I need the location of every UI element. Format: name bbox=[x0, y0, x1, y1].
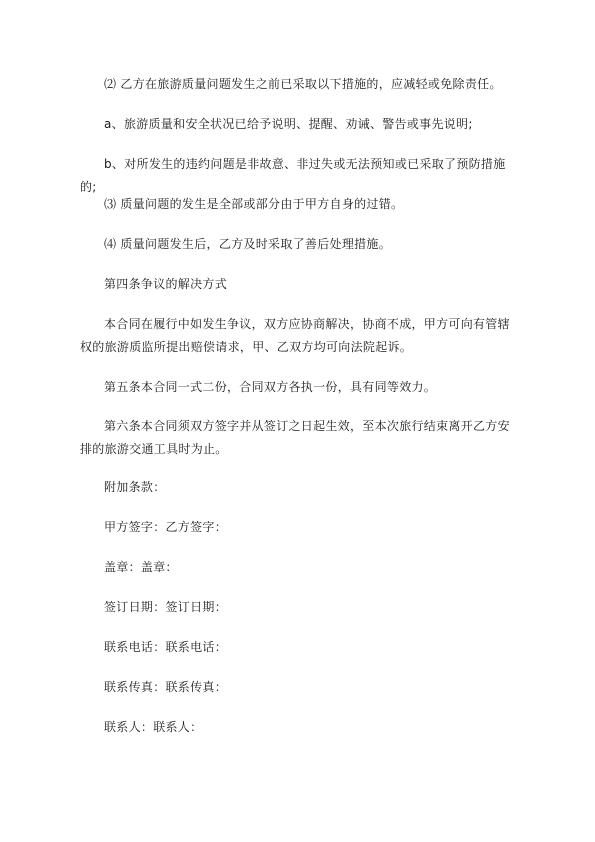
phone-line: 联系电话：联系电话： bbox=[104, 640, 228, 654]
clause-item-2: ⑵ 乙方在旅游质量问题发生之前已采取以下措施的，应减轻或免除责任。 bbox=[104, 77, 502, 91]
additional-terms-label: 附加条款： bbox=[104, 480, 166, 494]
sign-date-line: 签订日期：签订日期： bbox=[104, 600, 228, 614]
signature-line: 甲方签字：乙方签字： bbox=[104, 520, 228, 534]
article-4-body: 本合同在履行中如发生争议，双方应协商解决，协商不成，甲方可向有管辖权的旅游质监所提出赔偿请求，甲、乙双方均可向法院起诉。 bbox=[80, 317, 510, 354]
contact-person-line: 联系人：联系人： bbox=[104, 720, 203, 734]
clause-item-b: b、对所发生的违约问题是非故意、非过失或无法预知或已采取了预防措施的; bbox=[80, 157, 506, 194]
clause-item-3: ⑶ 质量问题的发生是全部或部分由于甲方自身的过错。 bbox=[104, 197, 404, 211]
article-6: 第六条本合同须双方签字并从签订之日起生效，至本次旅行结束离开乙方安排的旅游交通工具时为止。 bbox=[80, 419, 510, 456]
seal-line: 盖章：盖章： bbox=[104, 560, 178, 574]
article-5: 第五条本合同一式二份，合同双方各执一份，具有同等效力。 bbox=[104, 380, 437, 394]
article-4-heading: 第四条争议的解决方式 bbox=[104, 277, 228, 291]
fax-line: 联系传真：联系传真： bbox=[104, 680, 228, 694]
clause-item-a: a、旅游质量和安全状况已给予说明、提醒、劝诫、警告或事先说明; bbox=[104, 117, 473, 131]
clause-item-4: ⑷ 质量问题发生后，乙方及时采取了善后处理措施。 bbox=[104, 237, 392, 251]
